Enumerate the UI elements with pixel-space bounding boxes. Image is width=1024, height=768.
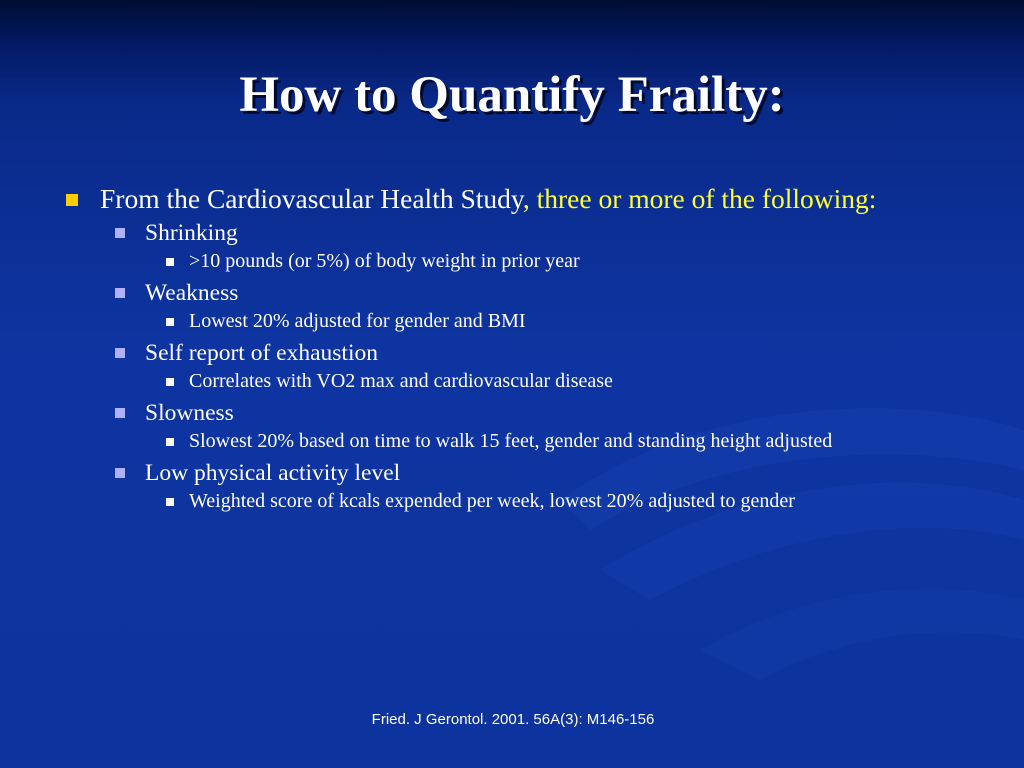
criterion-detail-text: >10 pounds (or 5%) of body weight in prior year: [189, 250, 580, 272]
criterion-shrinking: [62, 219, 962, 247]
criterion-detail-low-activity: [62, 489, 962, 513]
main-bullet-highlight: , three or more of the following:: [522, 183, 877, 214]
main-bullet-item: [62, 183, 962, 215]
square-bullet-icon: [166, 438, 174, 446]
square-bullet-icon: [166, 258, 174, 266]
square-bullet-icon: [115, 468, 125, 478]
criterion-slowness: [62, 399, 962, 427]
criterion-label: Low physical activity level: [145, 460, 401, 486]
criterion-detail-text: Weighted score of kcals expended per week, lowest 20% adjusted to gender: [189, 490, 795, 512]
square-bullet-icon: [66, 194, 78, 206]
main-bullet-text: From the Cardiovascular Health Study: [100, 183, 523, 214]
bullet-list: [62, 183, 962, 519]
square-bullet-icon: [115, 348, 125, 358]
square-bullet-icon: [115, 228, 125, 238]
criterion-label: Shrinking: [145, 220, 238, 246]
square-bullet-icon: [115, 288, 125, 298]
criterion-low-activity: [62, 459, 962, 487]
criterion-detail-text: Lowest 20% adjusted for gender and BMI: [189, 310, 526, 332]
criterion-detail-exhaustion: [62, 369, 962, 393]
criterion-detail-text: Correlates with VO2 max and cardiovascular disease: [189, 370, 613, 392]
criterion-label: Slowness: [145, 400, 234, 426]
slide-title: How to Quantify Frailty:: [239, 67, 785, 123]
square-bullet-icon: [115, 408, 125, 418]
criterion-label: Weakness: [145, 280, 239, 306]
criterion-weakness: [62, 279, 962, 307]
criterion-detail-slowness: [62, 429, 962, 453]
criterion-detail-text: Slowest 20% based on time to walk 15 feet, gender and standing height adjusted: [189, 430, 833, 452]
square-bullet-icon: [166, 378, 174, 386]
square-bullet-icon: [166, 318, 174, 326]
criterion-detail-weakness: [62, 309, 962, 333]
criterion-detail-shrinking: [62, 249, 962, 273]
square-bullet-icon: [166, 498, 174, 506]
citation: Fried. J Gerontol. 2001. 56A(3): M146-156: [371, 711, 655, 728]
criterion-exhaustion: [62, 339, 962, 367]
criterion-label: Self report of exhaustion: [145, 340, 378, 366]
